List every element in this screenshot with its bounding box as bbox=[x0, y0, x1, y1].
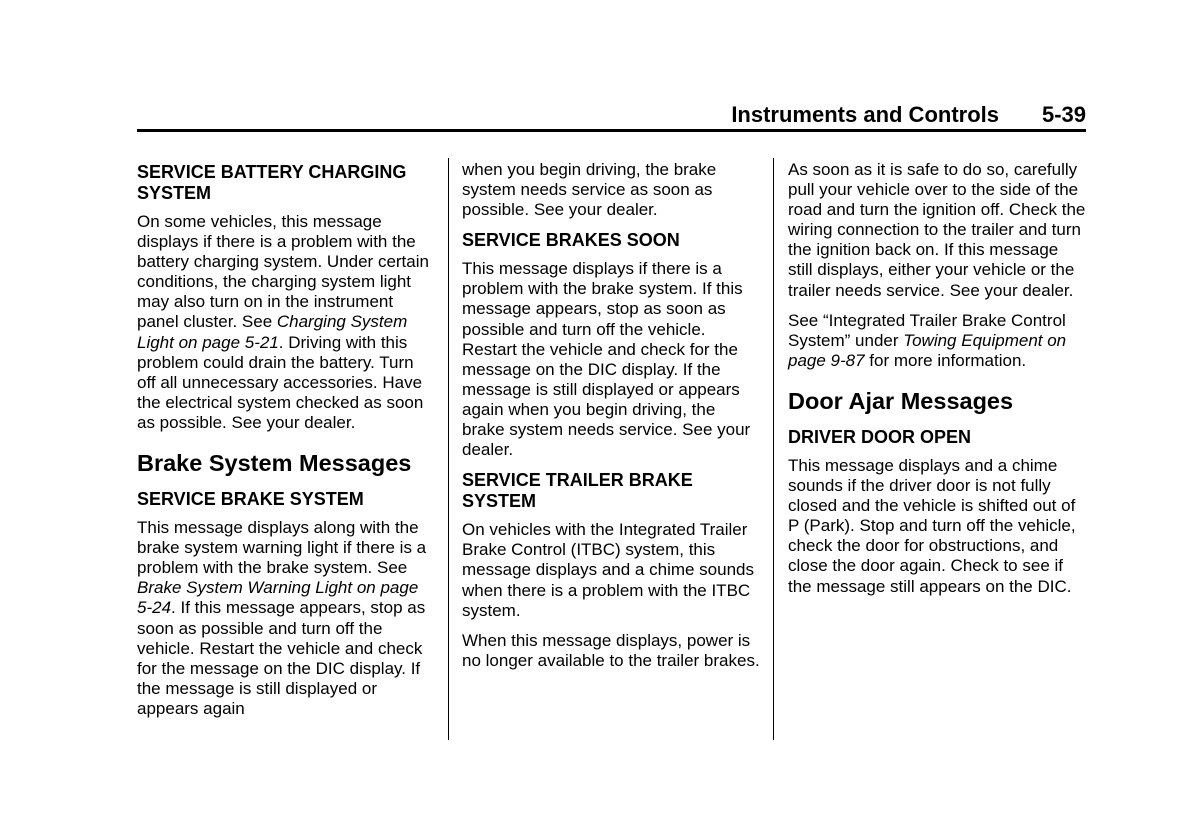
column-1 bbox=[137, 160, 433, 729]
column-2 bbox=[462, 160, 762, 681]
paragraph-see-itbc bbox=[788, 311, 1086, 371]
column-divider bbox=[773, 158, 774, 740]
page-header bbox=[137, 100, 1086, 130]
paragraph-trailer-2: When this message displays, power is no longer available to the trailer brakes. bbox=[462, 630, 760, 670]
text: This message displays along with the brake system warning light if there is a problem with the brake system. See bbox=[137, 518, 427, 578]
heading-service-battery-charging-system: SERVICE BATTERY CHARGING SYSTEM bbox=[137, 162, 407, 203]
paragraph-driver-door-open: This message displays and a chime sounds if the driver door is not fully closed and the vehicle is shifted out of P (Park). Stop and turn off the vehicle, check the door for obstructions, and close the door again. Check to see if the message still appears on the DIC. bbox=[788, 455, 1076, 596]
cross-reference-link[interactable]: Towing Equipment on page 9-87 bbox=[788, 330, 1067, 370]
text: . Driving with this problem could drain the battery. Turn off all unnecessary accessories. Have the electrical system checked as soon as possible. See your dealer. bbox=[137, 332, 424, 432]
text: . If this message appears, stop as soon as possible and turn off the vehicle. Restart the vehicle and check for the message on the DIC display. If the message is still displayed or appears again bbox=[137, 598, 426, 718]
column-3 bbox=[788, 160, 1086, 607]
section-title: Instruments and Controls bbox=[731, 102, 999, 127]
cross-reference-link[interactable]: Charging System Light on page 5-21 bbox=[137, 312, 408, 352]
text: for more information. bbox=[864, 350, 1027, 370]
header-rule bbox=[137, 129, 1086, 132]
page-number: 5-39 bbox=[1041, 102, 1086, 127]
paragraph-service-brakes-soon: This message displays if there is a problem with the brake system. If this message appears, stop as soon as possible and turn off the vehicle. Restart the vehicle and check for the message on the DIC display. If the message is still displayed or appears again when you begin driving, the brake system needs service. See your dealer. bbox=[462, 259, 751, 460]
heading-brake-system-messages: Brake System Messages bbox=[137, 450, 412, 477]
text: See “Integrated Trailer Brake Control System” under bbox=[788, 310, 1066, 350]
heading-service-brake-system: SERVICE BRAKE SYSTEM bbox=[137, 489, 364, 510]
paragraph-service-brake-system bbox=[137, 518, 433, 719]
heading-service-trailer-brake-system: SERVICE TRAILER BRAKE SYSTEM bbox=[462, 470, 693, 512]
heading-door-ajar-messages: Door Ajar Messages bbox=[788, 387, 1014, 414]
paragraph-safe-to-do-so: As soon as it is safe to do so, carefully pull your vehicle over to the side of the road and turn the ignition off. Check the wiring connection to the trailer and turn the ignition back on. If this message still displays, either your vehicle or the trailer needs service. See your dealer. bbox=[788, 160, 1086, 300]
heading-driver-door-open: DRIVER DOOR OPEN bbox=[788, 426, 972, 447]
paragraph-battery bbox=[137, 212, 433, 433]
paragraph-trailer-1: On vehicles with the Integrated Trailer Brake Control (ITBC) system, this message displays and a chime sounds when there is a problem with the ITBC system. bbox=[462, 520, 754, 620]
text: On some vehicles, this message displays if there is a problem with the battery charging system. Under certain conditions, the charging system light may also turn on in the instrument panel cluster. See bbox=[137, 212, 429, 332]
column-divider bbox=[448, 158, 449, 740]
heading-service-brakes-soon: SERVICE BRAKES SOON bbox=[462, 230, 680, 251]
cross-reference-link[interactable]: Brake System Warning Light on page 5-24 bbox=[137, 578, 419, 618]
paragraph-continued: when you begin driving, the brake system needs service as soon as possible. See your dealer. bbox=[462, 160, 717, 220]
